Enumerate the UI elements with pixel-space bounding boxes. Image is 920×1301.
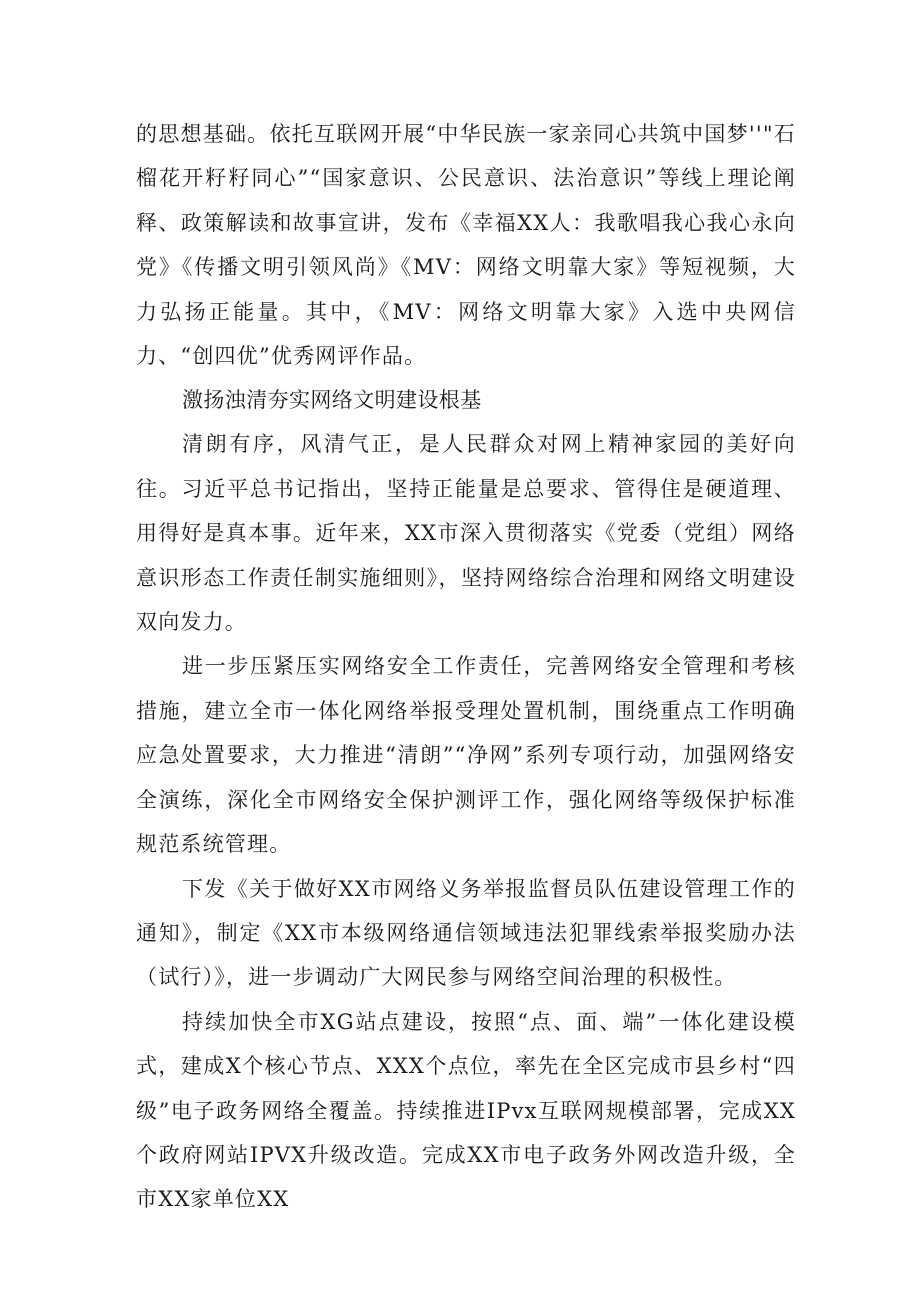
document-page [136,112,796,1222]
body-paragraph: 清朗有序，风清气正，是人民群众对网上精神家园的美好向往。习近平总书记指出，坚持正能量是总要求、管得住是硬道理、用得好是真本事。近年来，XX市深入贯彻落实《党委（党组）网络意识形态工作责任制实施细则》，坚持网络综合治理和网络文明建设双向发力。 [136,432,796,635]
body-paragraph: 下发《关于做好XX市网络义务举报监督员队伍建设管理工作的通知》，制定《XX市本级网络通信领域违法犯罪线索举报奖励办法（试行）》，进一步调动广大网民参与网络空间治理的积极性。 [136,876,796,990]
section-heading: 激扬浊清夯实网络文明建设根基 [182,388,482,413]
body-paragraph: 的思想基础。依托互联网开展“中华民族一家亲同心共筑中国梦''"石榴花开籽籽同心”“国家意识、公民意识、法治意识”等线上理论阐释、政策解读和故事宣讲，发布《幸福XX人：我歌唱我心我心永向党》《传播文明引领风尚》《MV：网络文明靠大家》等短视频，大力弘扬正能量。其中，《MV：网络文明靠大家》入选中央网信力、“创四优”优秀网评作品。 [136,122,796,369]
body-paragraph: 进一步压紧压实网络安全工作责任，完善网络安全管理和考核措施，建立全市一体化网络举报受理处置机制，围绕重点工作明确应急处置要求，大力推进“清朗”“净网”系列专项行动，加强网络安全演练，深化全市网络安全保护测评工作，强化网络等级保护标准规范系统管理。 [136,654,796,857]
body-paragraph: 持续加快全市XG站点建设，按照“点、面、端”一体化建设模式，建成X个核心节点、XXX个点位，率先在全区完成市县乡村“四级”电子政务网络全覆盖。持续推进IPvx互联网规模部署，完成XX个政府网站IPVX升级改造。完成XX市电子政务外网改造升级，全市XX家单位XX [136,1009,796,1212]
